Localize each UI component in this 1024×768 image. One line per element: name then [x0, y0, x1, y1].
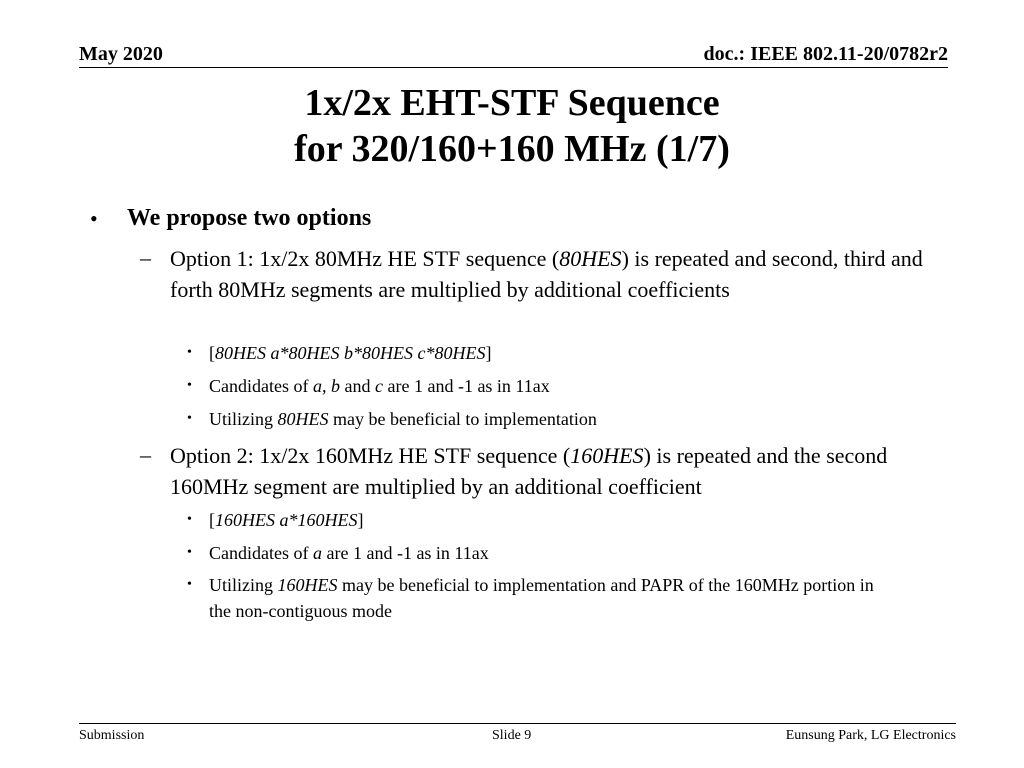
title-line-2: for 320/160+160 MHz (1/7) [294, 128, 730, 170]
header-divider [79, 67, 948, 68]
footer-submission: Submission [79, 728, 145, 743]
option-2-text: Option 2: 1x/2x 160MHz HE STF sequence (160HES) is repeated and the second 160MHz segment are multiplied by an additional coefficient [170, 443, 888, 499]
slide-title [0, 80, 1024, 172]
bullet-icon: • [187, 545, 192, 560]
bullet-icon: • [187, 411, 192, 426]
bullet-icon: • [187, 512, 192, 527]
footer-slide-number: Slide 9 [492, 728, 532, 743]
option-2-sub-3: Utilizing 160HES may be beneficial to implementation and PAPR of the 160MHz portion in the non-contiguous mode [209, 575, 874, 621]
title-line-1: 1x/2x EHT-STF Sequence [304, 82, 720, 124]
option-1-sub-3: Utilizing 80HES may be beneficial to implementation [209, 409, 597, 429]
option-1-sub-2: Candidates of a, b and c are 1 and -1 as in 11ax [209, 376, 550, 396]
main-bullet: We propose two options [127, 205, 372, 231]
bullet-icon: • [187, 345, 192, 360]
bullet-icon: • [187, 577, 192, 592]
footer-author: Eunsung Park, LG Electronics [785, 728, 956, 743]
option-1-sub-1: [80HES a*80HES b*80HES c*80HES] [209, 343, 492, 363]
dash-icon: – [140, 245, 151, 270]
option-2-sub-1: [160HES a*160HES] [209, 510, 364, 530]
bullet-icon: • [90, 206, 98, 231]
option-2-sub-2: Candidates of a are 1 and -1 as in 11ax [209, 543, 489, 563]
footer-divider [79, 723, 956, 724]
bullet-icon: • [187, 378, 192, 393]
header-date: May 2020 [79, 43, 163, 65]
header-doc-id: doc.: IEEE 802.11-20/0782r2 [703, 43, 948, 65]
dash-icon: – [140, 442, 151, 467]
option-1-text: Option 1: 1x/2x 80MHz HE STF sequence (80HES) is repeated and second, third and forth 80MHz segments are multiplied by additional coefficients [170, 246, 923, 302]
